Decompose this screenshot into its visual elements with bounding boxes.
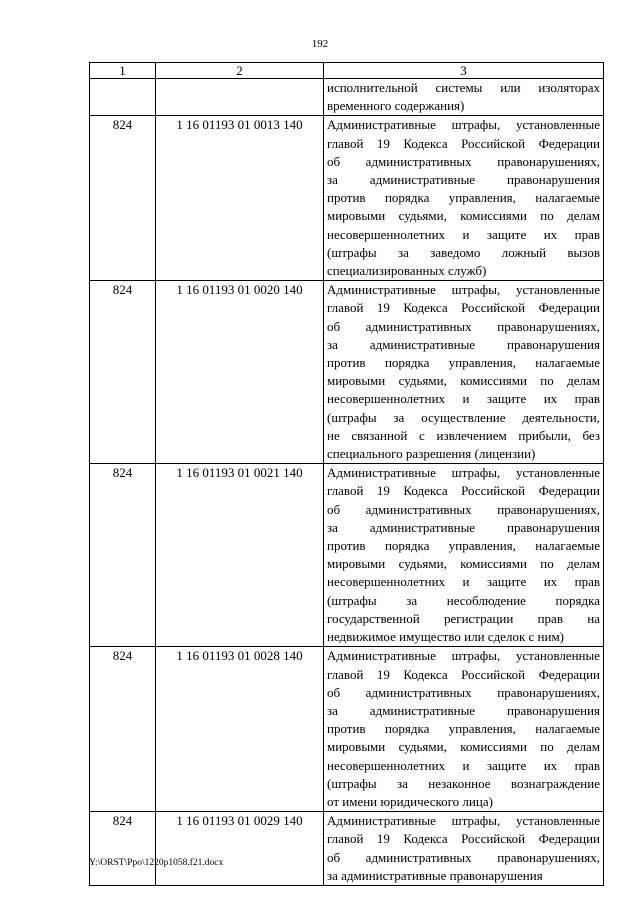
description-line: несовершеннолетних и защите их прав (327, 226, 600, 242)
description-line: специализированных служб) (327, 263, 487, 279)
header-col-1: 1 (90, 63, 156, 79)
kbk-code-cell: 1 16 01193 01 0028 140 (156, 647, 324, 812)
table-row (90, 464, 604, 647)
description-line: главой 19 Кодекса Российской Федерации (327, 483, 600, 499)
description-line: Административные штрафы, установленные (327, 813, 600, 829)
description-line: об административных правонарушениях, (327, 684, 600, 700)
description-line: (штрафы за незаконное вознаграждение (327, 775, 600, 791)
description-line: за административные правонарушения (327, 172, 600, 188)
kbk-code-cell (156, 79, 324, 116)
description-line: несовершеннолетних и защите их прав (327, 574, 600, 590)
kbk-code-cell: 1 16 01193 01 0013 140 (156, 116, 324, 281)
kbk-code-cell: 1 16 01193 01 0029 140 (156, 812, 324, 886)
description-line: мировыми судьями, комиссиями по делам (327, 556, 600, 572)
admin-code-cell (90, 79, 156, 116)
description-line: Административные штрафы, установленные (327, 282, 600, 298)
admin-code-cell: 824 (90, 281, 156, 464)
description-line: против порядка управления, налагаемые (327, 538, 600, 554)
admin-code-cell: 824 (90, 116, 156, 281)
description-line: мировыми судьями, комиссиями по делам (327, 373, 600, 389)
table-row (90, 281, 604, 464)
table-row-continuation (90, 79, 604, 116)
description-line: Административные штрафы, установленные (327, 648, 600, 664)
description-line: (штрафы за осуществление деятельности, (327, 409, 600, 425)
table-body (90, 79, 604, 886)
kbk-code-cell: 1 16 01193 01 0021 140 (156, 464, 324, 647)
header-col-3: 3 (324, 63, 604, 79)
description-line: недвижимое имущество или сделок с ним) (327, 629, 564, 645)
header-col-2: 2 (156, 63, 324, 79)
table-header-row (90, 63, 604, 79)
description-line: государственной регистрации прав на (327, 610, 600, 626)
description-line: за административные правонарушения (327, 519, 600, 535)
description-cell (324, 281, 604, 464)
page-number: 192 (311, 38, 329, 50)
description-line: об административных правонарушениях, (327, 501, 600, 517)
description-line: мировыми судьями, комиссиями по делам (327, 739, 600, 755)
description-line: не связанной с извлечением прибыли, без (327, 427, 600, 443)
description-line: (штрафы за несоблюдение порядка (327, 592, 600, 608)
description-line: Административные штрафы, установленные (327, 465, 600, 481)
description-line: за административные правонарушения (327, 867, 543, 883)
description-line: главой 19 Кодекса Российской Федерации (327, 831, 600, 847)
description-cell (324, 812, 604, 886)
description-line: исполнительной системы или изоляторах (327, 80, 600, 95)
file-path-footer: Y:\ORST\Ppo\1220p1058.f21.docx (89, 858, 224, 868)
description-line: об административных правонарушениях, (327, 153, 600, 169)
table-row (90, 116, 604, 281)
description-line: мировыми судьями, комиссиями по делам (327, 208, 600, 224)
description-line: против порядка управления, налагаемые (327, 355, 600, 371)
admin-code-cell: 824 (90, 464, 156, 647)
description-line: главой 19 Кодекса Российской Федерации (327, 135, 600, 151)
description-line: против порядка управления, налагаемые (327, 190, 600, 206)
description-line: временного содержания) (327, 98, 465, 114)
description-line: за административные правонарушения (327, 702, 600, 718)
description-line: Административные штрафы, установленные (327, 117, 600, 133)
table-row (90, 812, 604, 886)
table-row (90, 647, 604, 812)
description-line: специального разрешения (лицензии) (327, 446, 536, 462)
description-line: несовершеннолетних и защите их прав (327, 391, 600, 407)
budget-classification-table (89, 62, 604, 886)
admin-code-cell: 824 (90, 647, 156, 812)
description-line: несовершеннолетних и защите их прав (327, 757, 600, 773)
description-line: об административных правонарушениях, (327, 849, 600, 865)
description-line: против порядка управления, налагаемые (327, 721, 600, 737)
description-cell (324, 464, 604, 647)
description-line: за административные правонарушения (327, 336, 600, 352)
description-cell (324, 79, 604, 116)
description-line: главой 19 Кодекса Российской Федерации (327, 300, 600, 316)
description-line: от имени юридического лица) (327, 793, 493, 809)
description-line: об административных правонарушениях, (327, 318, 600, 334)
description-cell (324, 647, 604, 812)
kbk-code-cell: 1 16 01193 01 0020 140 (156, 281, 324, 464)
description-line: главой 19 Кодекса Российской Федерации (327, 666, 600, 682)
admin-code-cell: 824 (90, 812, 156, 886)
description-cell (324, 116, 604, 281)
description-line: (штрафы за заведомо ложный вызов (327, 244, 600, 260)
